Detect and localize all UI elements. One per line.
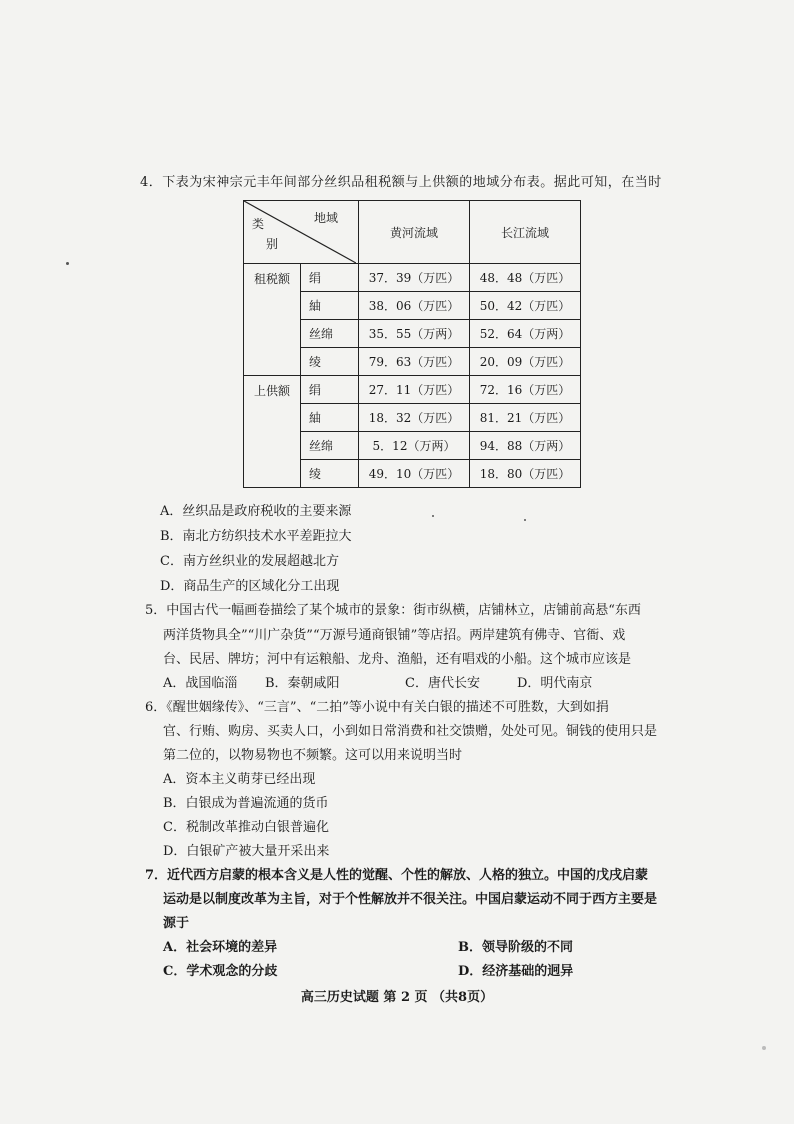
q7-option-b[interactable]: B．领导阶级的不同	[458, 940, 573, 955]
q7-option-c[interactable]: C．学术观念的分歧	[163, 964, 278, 979]
item-cell: 丝绵	[301, 320, 359, 348]
q4-option-b[interactable]: B．南北方纺织技术水平差距拉大	[160, 529, 352, 544]
table-row	[244, 264, 581, 292]
silk-tax-table	[243, 200, 581, 488]
scan-speck	[432, 515, 434, 517]
header-category-label-2: 别	[266, 237, 279, 251]
q5-option-d[interactable]: D．明代南京	[517, 676, 593, 691]
q5-option-c[interactable]: C．唐代长安	[405, 676, 480, 691]
value-cell: 50．42（万匹）	[470, 292, 581, 320]
category-tax: 租税额	[244, 264, 301, 376]
q7-option-a[interactable]: A．社会环境的差异	[163, 940, 278, 955]
value-cell: 49．10（万匹）	[359, 460, 470, 488]
q6-option-d[interactable]: D．白银矿产被大量开采出来	[163, 844, 330, 859]
value-cell: 20．09（万匹）	[470, 348, 581, 376]
q6-option-a[interactable]: A．资本主义萌芽已经出现	[163, 772, 316, 787]
item-cell: 丝绵	[301, 432, 359, 460]
question-5-line-1: 5．中国古代一幅画卷描绘了某个城市的景象：街市纵横，店铺林立，店铺前高悬“东西	[145, 603, 641, 618]
q4-option-c[interactable]: C．南方丝织业的发展超越北方	[160, 554, 339, 569]
question-6-line-2: 官、行贿、购房、买卖人口，小到如日常消费和社交馈赠，处处可见。铜钱的使用只是	[163, 724, 658, 739]
value-cell: 94．88（万两）	[470, 432, 581, 460]
question-7-line-1: 7．近代西方启蒙的根本含义是人性的觉醒、个性的解放、人格的独立。中国的戊戌启蒙	[145, 868, 649, 883]
value-cell: 27．11（万匹）	[359, 376, 470, 404]
question-5-line-3: 台、民居、牌坊；河中有运粮船、龙舟、渔船，还有唱戏的小船。这个城市应该是	[163, 652, 632, 667]
question-7-line-3: 源于	[163, 916, 190, 931]
table-header-diagonal	[244, 201, 359, 264]
value-cell: 18．80（万匹）	[470, 460, 581, 488]
q4-option-a[interactable]: A．丝织品是政府税收的主要来源	[160, 504, 352, 519]
item-cell: 绫	[301, 460, 359, 488]
category-tribute: 上供额	[244, 376, 301, 488]
scan-speck	[66, 262, 69, 265]
item-cell: 绫	[301, 348, 359, 376]
value-cell: 79．63（万匹）	[359, 348, 470, 376]
diagonal-line	[244, 201, 356, 263]
q5-option-a[interactable]: A．战国临淄	[163, 676, 238, 691]
item-cell: 绢	[301, 264, 359, 292]
table-row	[244, 376, 581, 404]
q4-option-d[interactable]: D．商品生产的区域化分工出现	[160, 579, 340, 594]
question-6-line-1: 6．《醒世姻缘传》、“三言”、“二拍”等小说中有关白银的描述不可胜数，大到如捐	[145, 700, 609, 715]
q6-option-b[interactable]: B．白银成为普遍流通的货币	[163, 796, 329, 811]
value-cell: 18．32（万匹）	[359, 404, 470, 432]
value-cell: 35．55（万两）	[359, 320, 470, 348]
item-cell: 绢	[301, 376, 359, 404]
question-5-line-2: 两洋货物具全”“川广杂货”“万源号通商银铺”等店招。两岸建筑有佛寺、官衙、戏	[163, 628, 626, 643]
q7-option-d[interactable]: D．经济基础的迥异	[458, 964, 574, 979]
question-4-stem: 4．下表为宋神宗元丰年间部分丝织品租税额与上供额的地域分布表。据此可知，在当时	[140, 175, 662, 190]
header-region-label: 地域	[313, 211, 338, 225]
value-cell: 38．06（万匹）	[359, 292, 470, 320]
header-category-label-1: 类	[252, 217, 265, 231]
page-footer: 高三历史试题 第 2 页 （共8页）	[300, 990, 494, 1005]
question-7-line-2: 运动是以制度改革为主旨，对于个性解放并不很关注。中国启蒙运动不同于西方主要是	[163, 892, 658, 907]
value-cell: 5．12（万两）	[359, 432, 470, 460]
scan-speck	[762, 1046, 766, 1050]
question-6-line-3: 第二位的，以物易物也不频繁。这可以用来说明当时	[163, 748, 463, 763]
value-cell: 37．39（万匹）	[359, 264, 470, 292]
value-cell: 81．21（万匹）	[470, 404, 581, 432]
value-cell: 52．64（万两）	[470, 320, 581, 348]
q6-option-c[interactable]: C．税制改革推动白银普遍化	[163, 820, 329, 835]
q5-option-b[interactable]: B．秦朝咸阳	[265, 676, 340, 691]
column-header-changjiang: 长江流域	[470, 201, 581, 264]
value-cell: 72．16（万匹）	[470, 376, 581, 404]
item-cell: 紬	[301, 404, 359, 432]
value-cell: 48．48（万匹）	[470, 264, 581, 292]
column-header-huanghe: 黄河流域	[359, 201, 470, 264]
scan-speck	[524, 519, 526, 521]
question-4	[140, 171, 700, 196]
item-cell: 紬	[301, 292, 359, 320]
